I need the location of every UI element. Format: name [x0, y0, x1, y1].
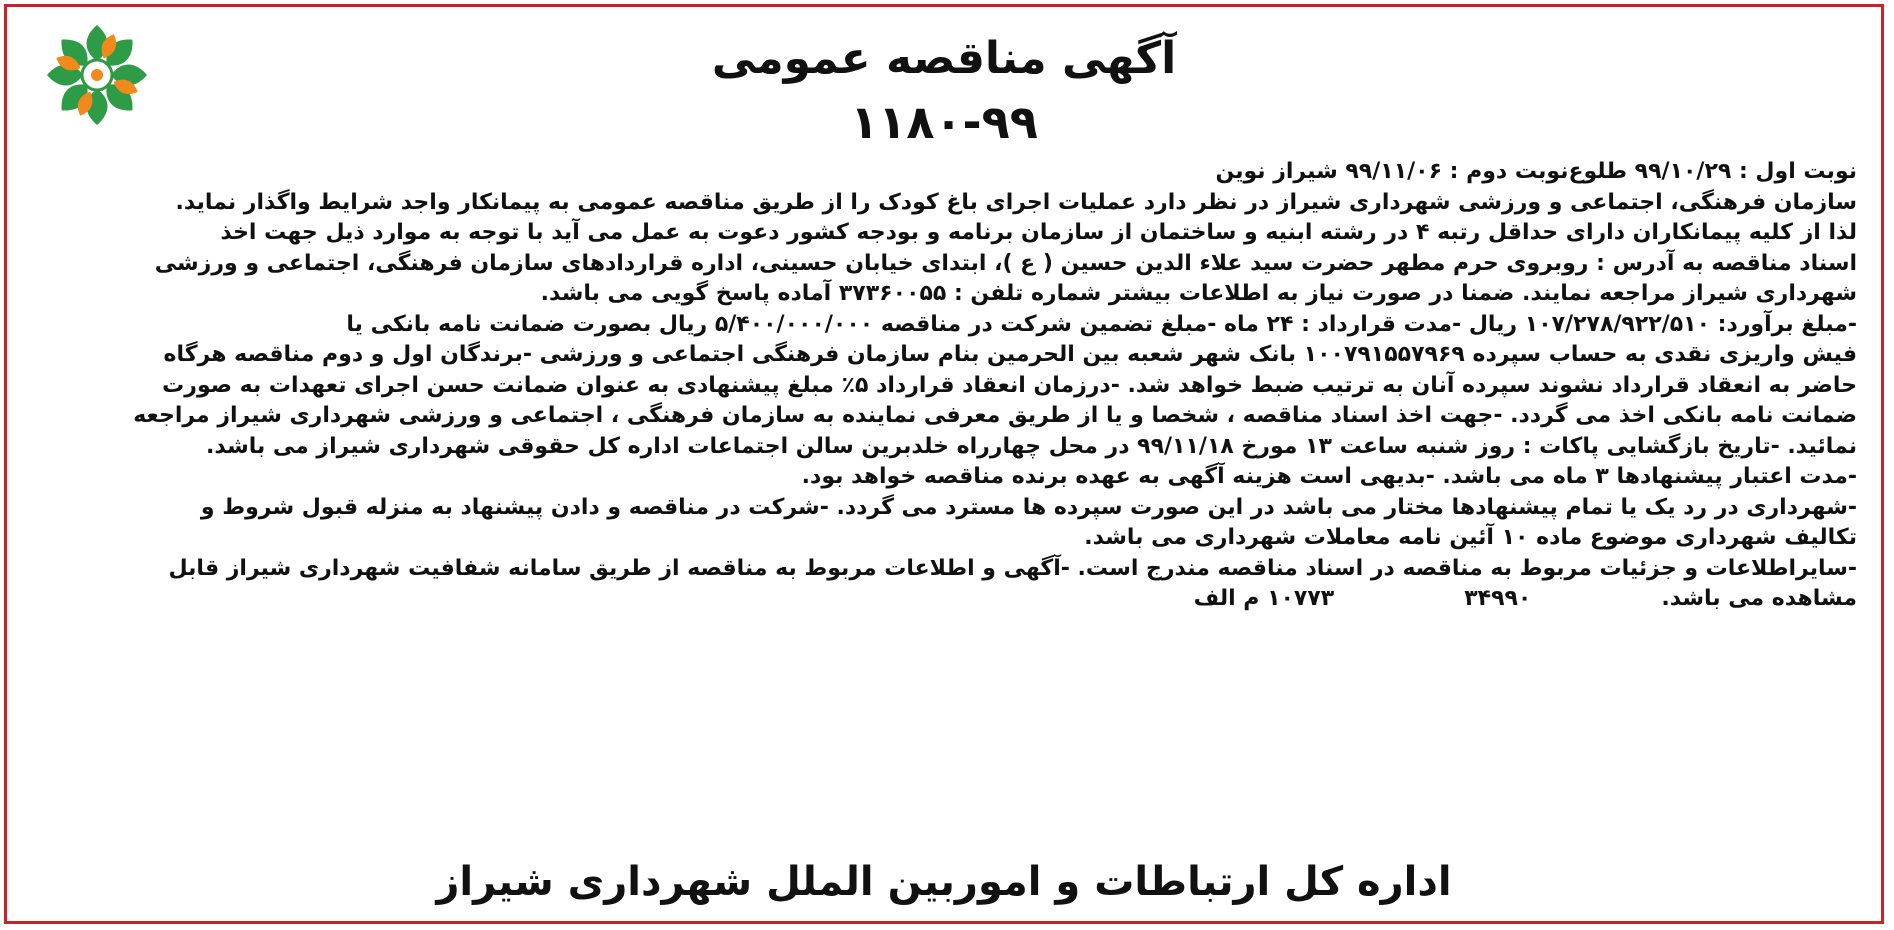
body-line-6: فیش واریزی نقدی به حساب سپرده ۱۰۰۷۹۱۵۵۷۹۶۹ بانک شهر شعبه بین الحرمین بنام سازمان فرهنگی اجتماعی و ورزشی -برندگان اول و دوم مناقصه هرگاه — [163, 342, 1857, 367]
notice-title: آگهی مناقصه عمومی — [711, 33, 1177, 84]
ad-code-2: ۱۰۷۷۳ م الف — [1193, 586, 1335, 611]
second-notice: نوبت دوم : ۹۹/۱۱/۰۶ شیراز نوین — [1215, 159, 1569, 184]
ad-code-1: ۳۴۹۹۰ — [1464, 586, 1532, 611]
notice-schedule-row — [37, 157, 1857, 188]
body-line-7: حاضر به انعقاد قرارداد نشوند سپرده آنان به ترتیب ضبط خواهد شد. -درزمان انعقاد قرارداد ۵٪ مبلغ پیشنهادی به عنوان ضمانت حسن اجرای تعهدات به صورت — [162, 372, 1857, 398]
body-line-9: نمائید. -تاریخ بازگشایی پاکات : روز شنبه ساعت ۱۳ مورخ ۹۹/۱۱/۱۸ در محل چهارراه خلدبرین سالن اجتماعات اداره کل حقوقی شهرداری شیراز می باشد. — [206, 433, 1857, 459]
issuer-footer: اداره کل ارتباطات و اموربین الملل شهرداری شیراز — [436, 859, 1452, 905]
closing-text: مشاهده می باشد. — [1661, 586, 1857, 611]
notice-body — [37, 157, 1857, 615]
body-line-13: -سایراطلاعات و جزئیات مربوط به مناقصه در اسناد مناقصه مندرج است. -آگهی و اطلاعات مربوط به مناقصه از طریق سامانه شفافیت شهرداری شیراز قابل — [168, 555, 1857, 581]
closing-row — [37, 584, 1857, 615]
body-line-12: تکالیف شهرداری موضوع ماده ۱۰ آئین نامه معاملات شهرداری می باشد. — [1084, 525, 1857, 550]
body-line-11: -شهرداری در رد یک یا تمام پیشنهادها مختار می باشد در این صورت سپرده ها مسترد می گردد. -شرکت در مناقصه و دادن پیشنهاد به منزله قبول شروط و — [200, 494, 1857, 520]
notice-frame — [4, 4, 1884, 924]
body-line-3: اسناد مناقصه به آدرس : روبروی حرم مطهر حضرت سید علاء الدین حسین ( ع )، ابتدای خیابان حسینی، اداره قراردادهای سازمان فرهنگی، اجتماعی و ورزشی — [154, 250, 1857, 276]
body-line-10: -مدت اعتبار پیشنهادها ۳ ماه می باشد. -بدیهی است هزینه آگهی به عهده برنده مناقصه خواهد بود. — [801, 464, 1857, 489]
body-line-5: -مبلغ برآورد: ۱۰۷/۲۷۸/۹۲۲/۵۱۰ ریال -مدت قرارداد : ۲۴ ماه -مبلغ تضمین شرکت در مناقصه ۵/۴۰۰/۰۰۰/۰۰۰ ریال بصورت ضمانت نامه بانکی یا — [346, 311, 1857, 337]
first-notice: نوبت اول : ۹۹/۱۰/۲۹ طلوع — [1568, 159, 1857, 184]
tender-number: ۱۱۸۰-۹۹ — [850, 95, 1038, 149]
body-line-8: ضمانت نامه بانکی اخذ می گردد. -جهت اخذ اسناد مناقصه ، شخصا و یا از طریق معرفی نماینده به سازمان فرهنگی ، اجتماعی و ورزشی شهرداری شیراز مراجعه — [133, 403, 1857, 428]
body-line-2: لذا از کلیه پیمانکاران دارای حداقل رتبه ۴ در رشته ابنیه و ساختمان از سازمان برنامه و بودجه کشور دعوت به عمل می آید با توجه به موارد ذیل جهت اخذ — [220, 220, 1857, 245]
body-line-1: سازمان فرهنگی، اجتماعی و ورزشی شهرداری شیراز در نظر دارد عملیات اجرای باغ کودک را از طریق مناقصه عمومی به پیمانکار واجد شرایط واگذار نماید. — [175, 189, 1857, 215]
body-line-4: شهرداری شیراز مراجعه نمایند. ضمنا در صورت نیاز به اطلاعات بیشتر شماره تلفن : ۳۷۳۶۰۰۵۵ آماده پاسخ گویی می باشد. — [540, 281, 1857, 306]
